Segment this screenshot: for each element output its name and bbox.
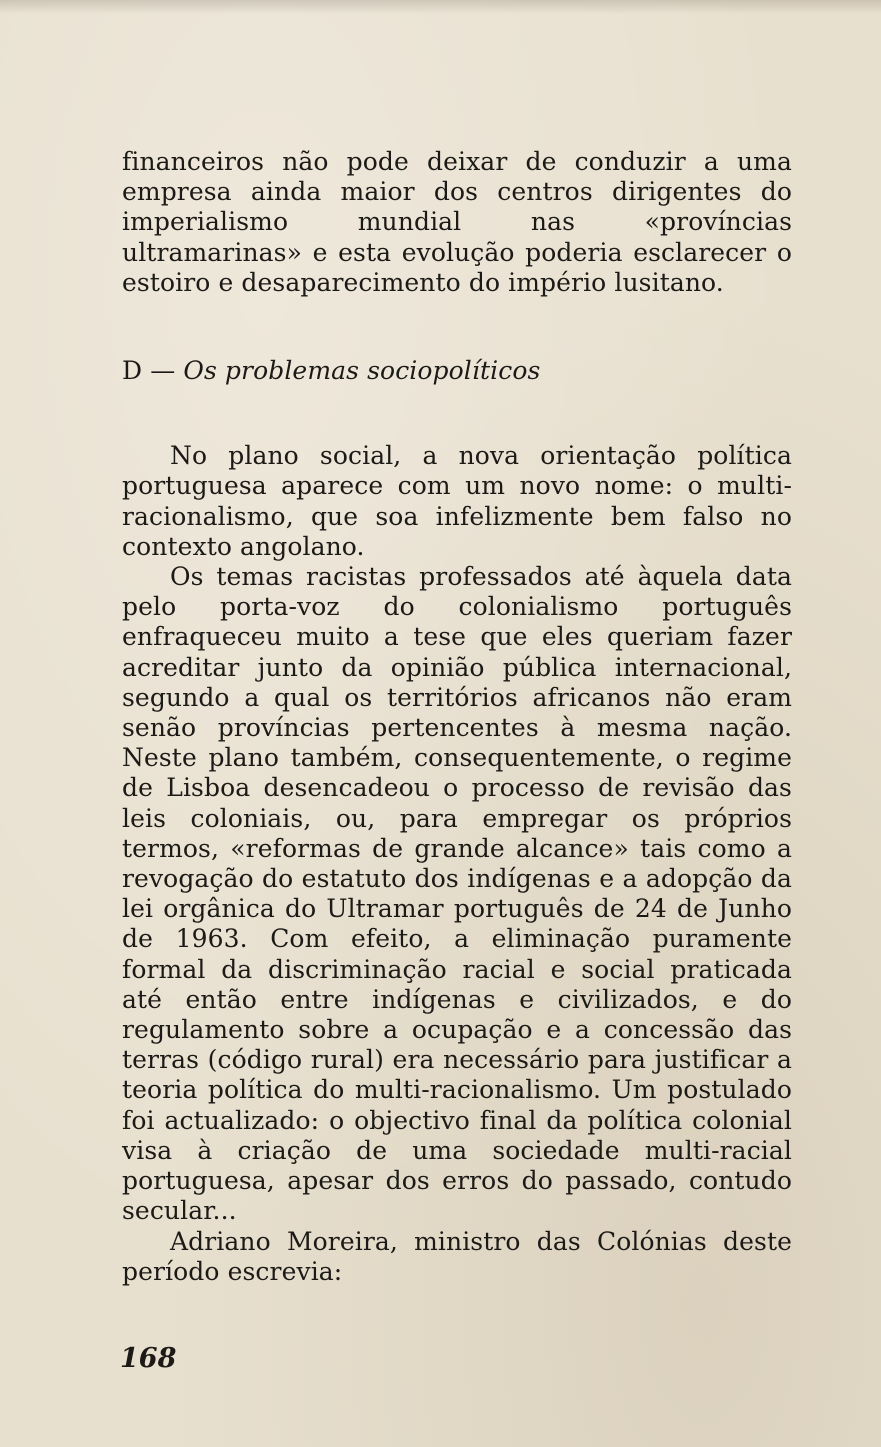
section-dash: — [142, 356, 184, 386]
section-heading [122, 356, 792, 386]
paragraph-3: Os temas racistas professados até àquela data pelo porta-voz do colonialismo português enfraqueceu muito a tese que eles queriam fazer acreditar junto da opinião pública internacional, segundo a qual os territórios africanos não eram senão províncias pertencentes à mesma nação. Neste plano também, consequentemente, o regime de Lisboa desencadeou o processo de revisão das leis coloniais, ou, para empregar os próprios termos, «reformas de grande alcance» tais como a revogação do estatuto dos indígenas e a adopção da lei orgânica do Ultramar português de 24 de Junho de 1963. Com efeito, a eliminação puramente formal da discriminação racial e social praticada até então entre indígenas e civilizados, e do regulamento sobre a ocupação e a concessão das terras (código rural) era necessário para justificar a teoria política do multi-racionalismo. Um postulado foi actualizado: o objectivo final da política colonial visa à criação de uma sociedade multi-racial portuguesa, apesar dos erros do passado, contudo secular... [122, 562, 792, 1226]
text-block [122, 147, 792, 1287]
paragraph-4: Adriano Moreira, ministro das Colónias deste período escrevia: [122, 1226, 792, 1286]
page-top-edge [0, 0, 881, 14]
page-number: 168 [120, 1343, 177, 1374]
section-letter: D [122, 356, 143, 386]
paragraph-1: financeiros não pode deixar de conduzir a uma empresa ainda maior dos centros dirigentes do imperialismo mundial nas «províncias ultramarinas» e esta evolução poderia esclarecer o estoiro e desaparecimento do império lusitano. [122, 147, 792, 297]
section-title: Os problemas sociopolíticos [183, 356, 541, 386]
paragraph-2: No plano social, a nova orientação política portuguesa aparece com um novo nome: o multi-racionalismo, que soa infelizmente bem falso no contexto angolano. [122, 441, 792, 561]
